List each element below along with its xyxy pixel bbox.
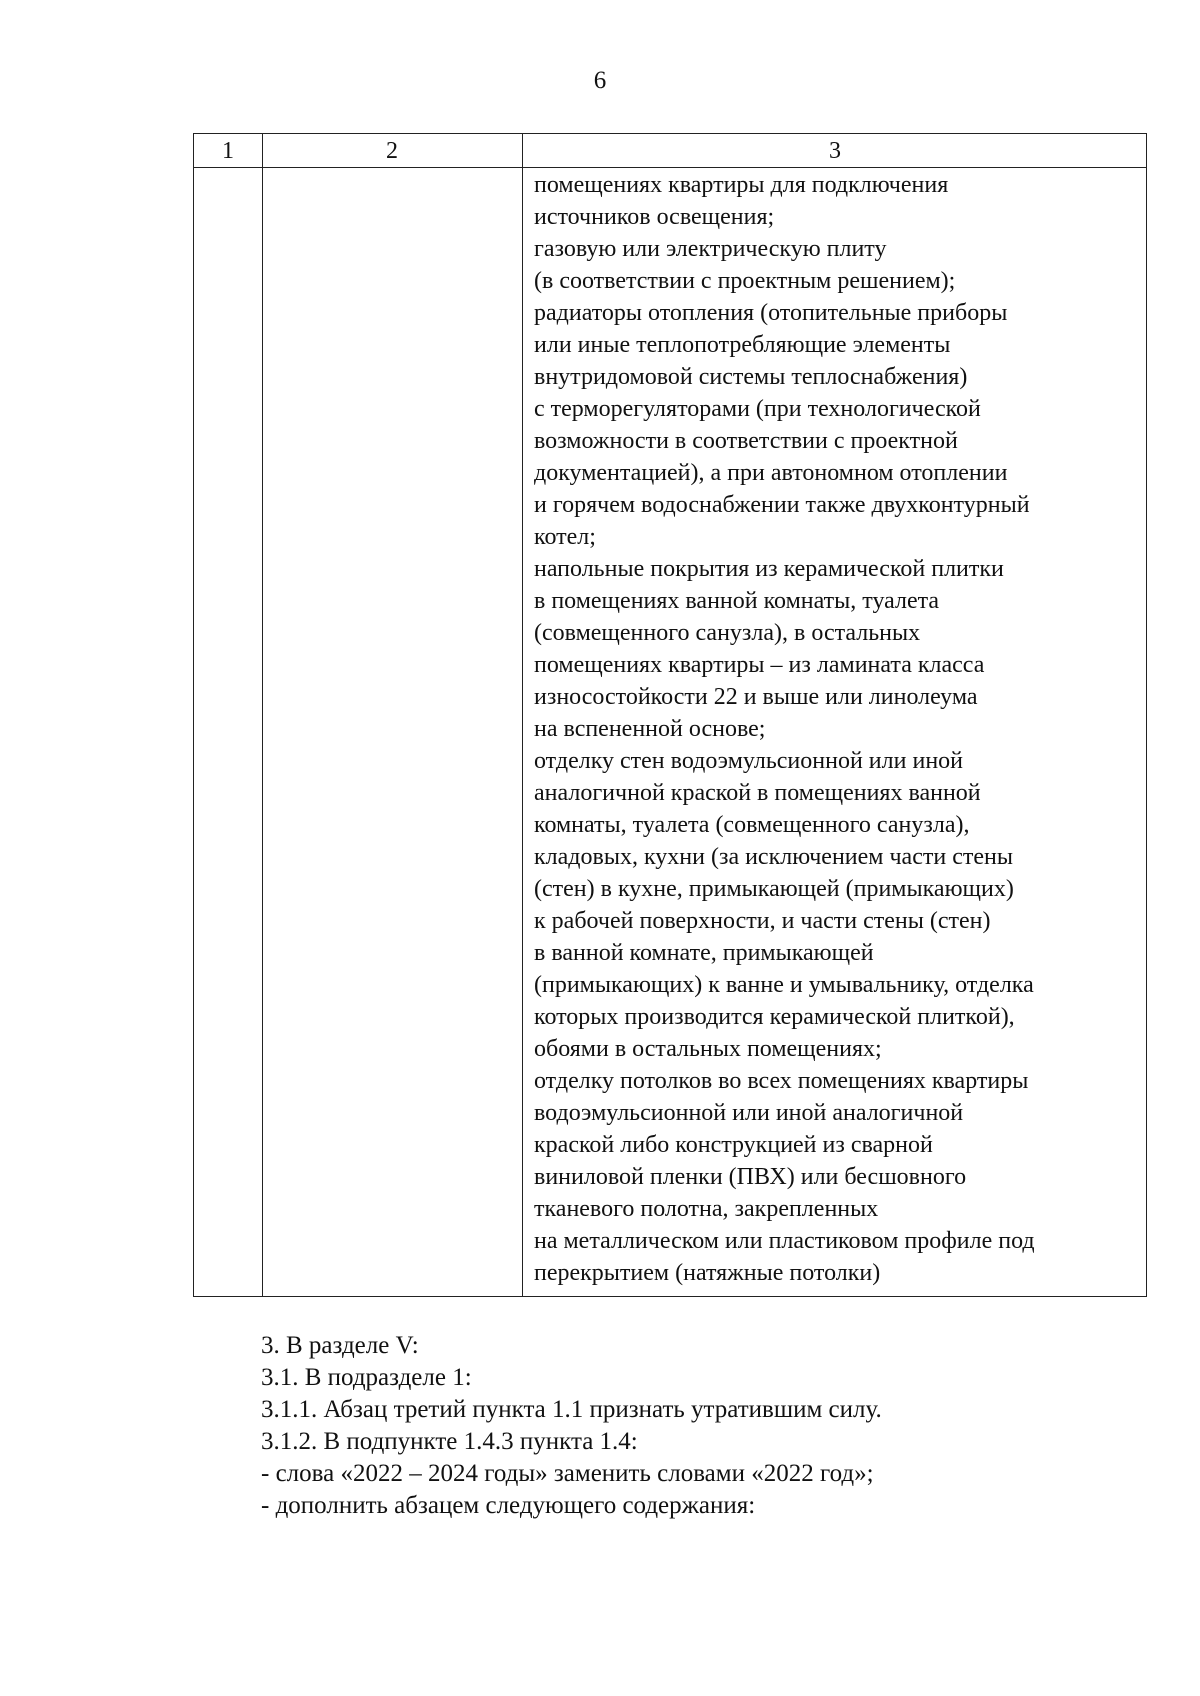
cell-line: отделку потолков во всех помещениях квартиры: [534, 1068, 1029, 1094]
table-cell-column-3: [534, 169, 1146, 1289]
cell-line: внутридомовой системы теплоснабжения): [534, 364, 968, 390]
cell-line: на металлическом или пластиковом профиле под: [534, 1228, 1035, 1254]
cell-line: кладовых, кухни (за исключением части стены: [534, 844, 1013, 870]
cell-line: или иные теплопотребляющие элементы: [534, 332, 951, 358]
cell-line: к рабочей поверхности, и части стены (стен): [534, 908, 991, 934]
cell-line: краской либо конструкцией из сварной: [534, 1132, 933, 1158]
cell-line: водоэмульсионной или иной аналогичной: [534, 1100, 964, 1126]
cell-line: (совмещенного санузла), в остальных: [534, 620, 921, 646]
cell-line: комнаты, туалета (совмещенного санузла),: [534, 812, 970, 838]
body-text: [261, 1330, 882, 1522]
cell-line: источников освещения;: [534, 204, 775, 230]
cell-line: которых производится керамической плиткой),: [534, 1004, 1015, 1030]
cell-line: помещениях квартиры – из ламината класса: [534, 652, 985, 678]
header-divider: [194, 167, 1146, 168]
page-number: 6: [593, 67, 607, 94]
cell-line: помещениях квартиры для подключения: [534, 172, 949, 198]
paragraph-3-1-2: 3.1.2. В подпункте 1.4.3 пункта 1.4:: [261, 1428, 638, 1455]
paragraph-section-v: 3. В разделе V:: [261, 1332, 419, 1359]
cell-line: тканевого полотна, закрепленных: [534, 1196, 879, 1222]
cell-line: обоями в остальных помещениях;: [534, 1036, 882, 1062]
column-header-1: 1: [222, 138, 234, 164]
paragraph-subsection-1: 3.1. В подразделе 1:: [261, 1364, 472, 1391]
cell-line: с терморегуляторами (при технологической: [534, 396, 981, 422]
cell-line: документацией), а при автономном отоплении: [534, 460, 1008, 486]
cell-line: аналогичной краской в помещениях ванной: [534, 780, 981, 806]
cell-line: (стен) в кухне, примыкающей (примыкающих): [534, 876, 1014, 902]
column-divider: [262, 134, 263, 1296]
paragraph-add-clause: - дополнить абзацем следующего содержания:: [261, 1492, 756, 1519]
paragraph-3-1-1: 3.1.1. Абзац третий пункта 1.1 признать утратившим силу.: [261, 1396, 882, 1423]
cell-line: газовую или электрическую плиту: [534, 236, 887, 262]
cell-line: (в соответствии с проектным решением);: [534, 268, 956, 294]
cell-line: напольные покрытия из керамической плитки: [534, 556, 1004, 582]
column-divider: [522, 134, 523, 1296]
column-header-2: 2: [386, 138, 398, 164]
cell-line: износостойкости 22 и выше или линолеума: [534, 684, 978, 710]
cell-line: в помещениях ванной комнаты, туалета: [534, 588, 940, 614]
cell-line: в ванной комнате, примыкающей: [534, 940, 874, 966]
cell-line: перекрытием (натяжные потолки): [534, 1260, 881, 1286]
cell-line: (примыкающих) к ванне и умывальнику, отделка: [534, 972, 1034, 998]
amendment-table: [193, 133, 1147, 1297]
cell-line: радиаторы отопления (отопительные приборы: [534, 300, 1008, 326]
column-header-3: 3: [829, 138, 841, 164]
paragraph-replace-words: - слова «2022 – 2024 годы» заменить словами «2022 год»;: [261, 1460, 874, 1487]
cell-line: и горячем водоснабжении также двухконтурный: [534, 492, 1030, 518]
cell-line: котел;: [534, 524, 596, 550]
cell-line: на вспененной основе;: [534, 716, 766, 742]
cell-line: отделку стен водоэмульсионной или иной: [534, 748, 963, 774]
cell-line: возможности в соответствии с проектной: [534, 428, 958, 454]
cell-line: виниловой пленки (ПВХ) или бесшовного: [534, 1164, 967, 1190]
